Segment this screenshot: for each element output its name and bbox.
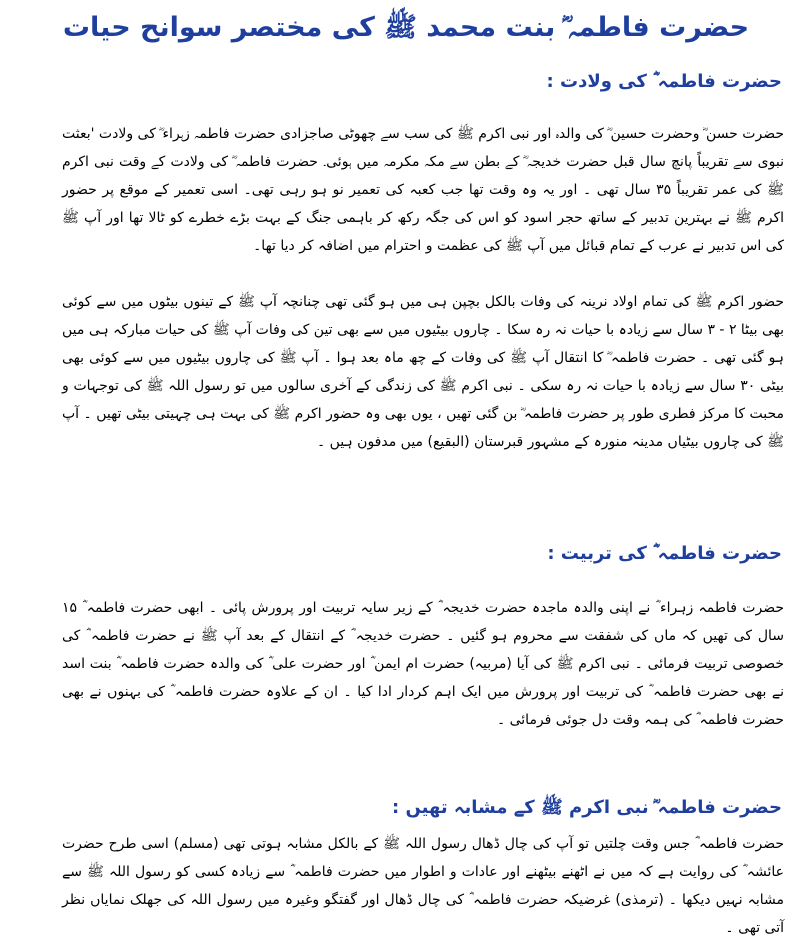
section-heading-resemblance: حضرت فاطمہ ؓ نبی اکرم ﷺ کے مشابہ تھیں : [392,797,782,818]
paragraph-resemblance: حضرت فاطمہ ؓ جس وقت چلتیں تو آپ کی چال ڈھال رسول اللہ ﷺ کے بالکل مشابہ ہوتی تھی (مسلم) اسی طرح حضرت عائشہ ؓ کی روایت ہے کہ میں نے اٹھنے بیٹھنے اور عادات و اطوار میں حضرت فاطمہ ؓ سے زیادہ کسی کو رسول اللہ ﷺ سے مشابہ نہیں دیکھا ۔ (ترمذی) غرضیکہ حضرت فاطمہ ؓ کی چال ڈھال اور گفتگو وغیرہ میں رسول اللہ کی جھلک نمایاں نظر آتی تھی ۔ [62,836,784,936]
paragraph-birth-2: حضور اکرم ﷺ کی تمام اولاد نرینہ کی وفات بالکل بچپن ہی میں ہو گئی تھی چنانچہ آپ ﷺ کے تینوں بیٹوں میں سے کوئی بھی بیٹا ۲ - ۳ سال سے زیادہ با حیات نہ رہ سکا ۔ چاروں بیٹیوں میں سے بھی تین کی وفات آپ ﷺ کی حیات مبارکہ ہی میں ہو گئی تھی ۔ حضرت فاطمہ ؓ کا انتقال آپ ﷺ کی وفات کے چھ ماہ بعد ہوا ۔ آپ ﷺ کی چاروں بیٹیوں میں سے کوئی بھی بیٹی ۳۰ سال سے زیادہ با حیات نہ رہ سکی ۔ نبی اکرم ﷺ کی زندگی کے آخری سالوں میں تو رسول اللہ ﷺ کی توجہات و محبت کا مرکز فطری طور پر حضرت فاطمہ ؓ بن گئی تھیں ، یوں بھی وہ حضور اکرم ﷺ کی بہت ہی چہیتی بیٹی تھیں ۔ آپ ﷺ کی چاروں بیٹیاں مدینہ منورہ کے مشہور قبرستان (البقیع) میں مدفون ہیں ۔ [62,294,785,450]
section-heading-birth: حضرت فاطمہ ؓ کی ولادت : [546,71,782,92]
paragraph-birth-1: حضرت حسن ؓ وحضرت حسین ؓ کی والدہ اور نبی اکرم ﷺ کی سب سے چھوٹی صاجزادی حضرت فاطمہ زہراء ؓ کی ولادت 'بعثت نبوی سے تقریباً پانچ سال قبل حضرت خدیجہ ؓ کے بطن سے مکہ مکرمہ میں ہوئی۔ حضرت فاطمہ ؓ کی ولادت کے وقت نبی اکرم ﷺ کی عمر تقریباً ۳۵ سال تھی ۔ اور یہ وہ وقت تھا جب کعبہ کی تعمیر نو ہو رہی تھی۔ اسی تعمیر کے موقع پر حضور اکرم ﷺ نے بہترین تدبیر کے ساتھ حجر اسود کو اس کی جگہ رکھ کر باہمی جنگ کے بہت بڑے خطرے کو ٹالا تھا اور آپ ﷺ کی اس تدبیر نے عرب کے تمام قبائل میں آپ ﷺ کی عظمت و احترام میں اضافہ کر دیا تھا۔ [62,126,784,254]
section-heading-upbringing: حضرت فاطمہ ؓ کی تربیت : [547,543,782,564]
paragraph-upbringing: حضرت فاطمہ زہراء ؓ نے اپنی والدہ ماجدہ حضرت خدیجہ ؓ کے زیر سایہ تربیت اور پرورش پائی ۔ ابھی حضرت فاطمہ ؓ ۱۵ سال کی تھیں کہ ماں کی شفقت سے محروم ہو گئیں ۔ حضرت خدیجہ ؓ کے انتقال کے بعد آپ ﷺ نے حضرت فاطمہ ؓ کی خصوصی تربیت فرمائی ۔ نبی اکرم ﷺ کی آیا (مربیہ) حضرت ام ایمن ؓ اور حضرت علی ؓ کی والدہ حضرت فاطمہ ؓ بنت اسد نے بھی حضرت فاطمہ ؓ کی تربیت اور پرورش میں ایک اہم کردار ادا کیا ۔ ان کے علاوہ حضرت فاطمہ ؓ کی بہنوں نے بھی حضرت فاطمہ ؓ کی ہمہ وقت دل جوئی فرمائی ۔ [62,600,784,728]
page-title: حضرت فاطمہ ؓ بنت محمد ﷺ کی مختصر سوانح حیات [62,12,750,43]
